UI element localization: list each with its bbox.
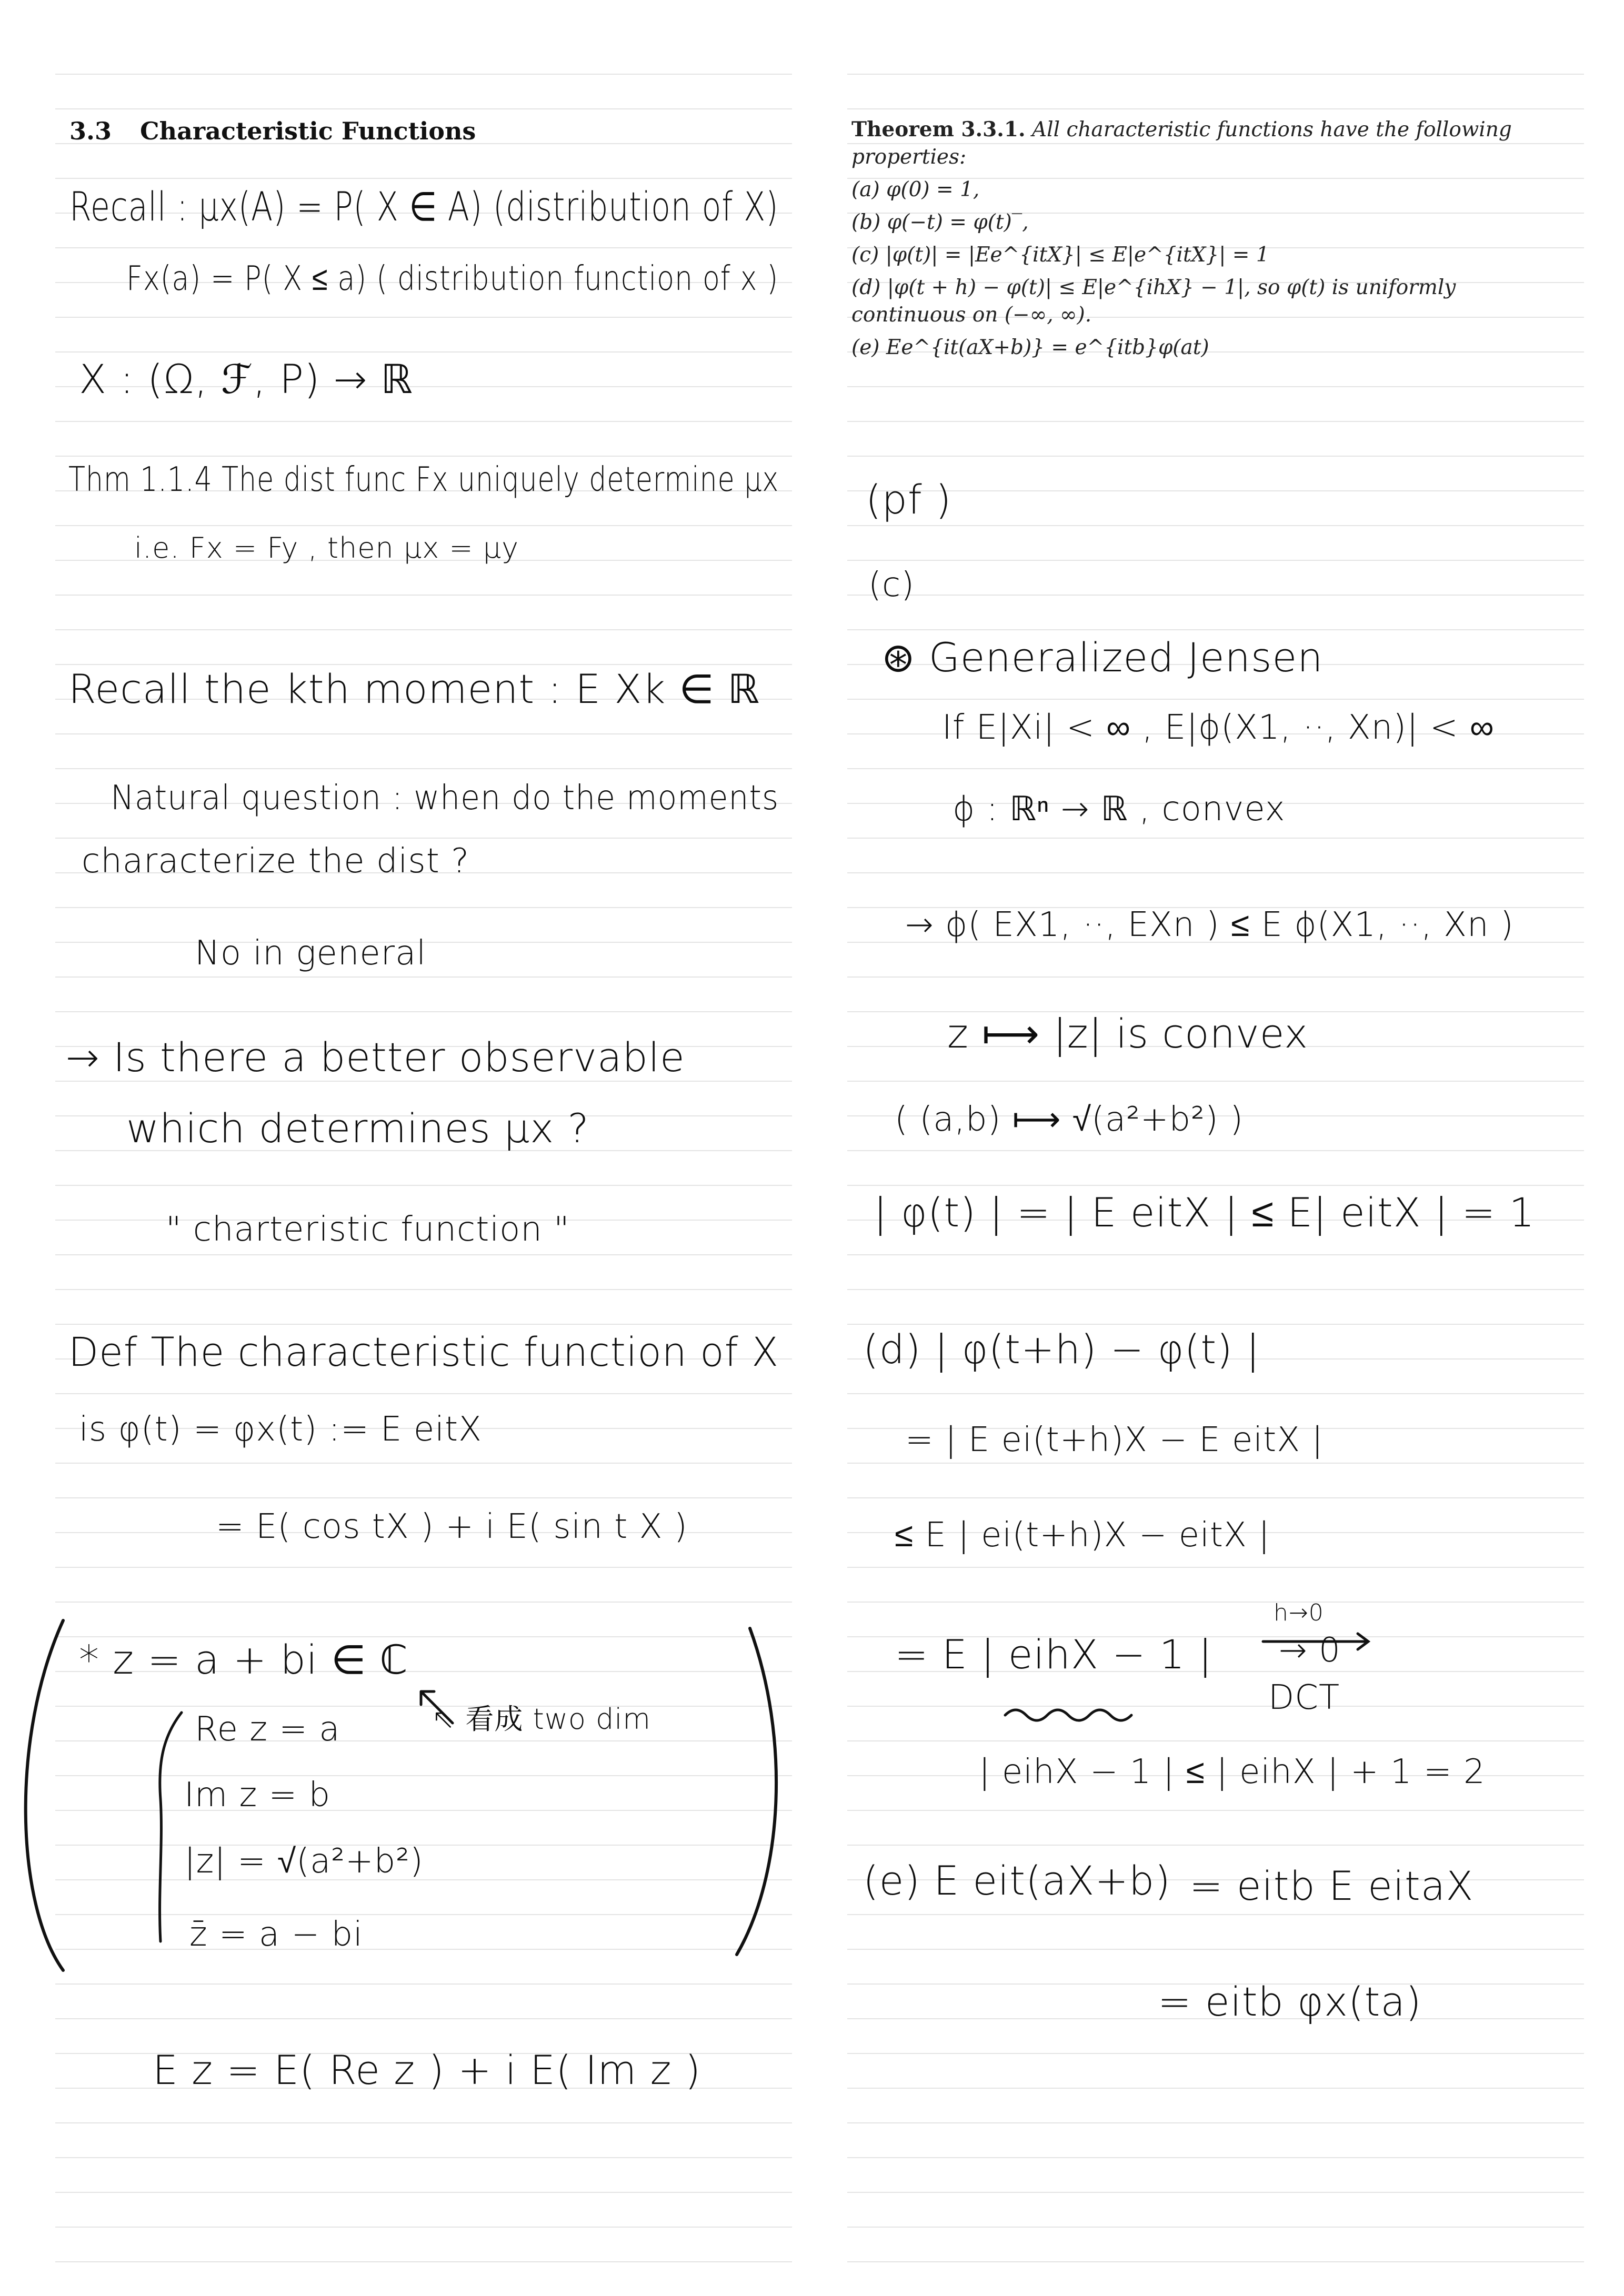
note-im-z: Im z = b — [184, 1776, 331, 1815]
note-e-step2: = eitb φx(ta) — [1158, 1978, 1422, 2025]
note-thm-1-1-4: Thm 1.1.4 The dist func Fx uniquely determine μx — [68, 460, 779, 499]
note-d-step2: ≤ E | ei(t+h)X − eitX | — [895, 1516, 1270, 1555]
section-title: Characteristic Functions — [140, 117, 476, 145]
note-convex-phi: ϕ : ℝⁿ → ℝ , convex — [953, 790, 1286, 829]
note-jensen-inequality: → ϕ( EX1, ··, EXn ) ≤ E ϕ(X1, ··, Xn ) — [905, 905, 1514, 944]
theorem-statement: All characteristic functions have the following properties: — [851, 118, 1512, 169]
theorem-label: Theorem 3.3.1. — [851, 117, 1026, 142]
note-modulus-convex: z ⟼ |z| is convex — [947, 1010, 1309, 1057]
note-cos-sin: = E( cos tX ) + i E( sin t X ) — [216, 1507, 688, 1546]
note-part-d: (d) | φ(t+h) − φ(t) | — [863, 1326, 1260, 1373]
note-kth-moment: Recall the kth moment : E Xk ∈ ℝ — [68, 666, 760, 712]
note-generalized-jensen: ⊛ Generalized Jensen — [881, 634, 1324, 681]
note-part-e: (e) E eit(aX+b) — [863, 1857, 1171, 1904]
section-number: 3.3 — [69, 117, 112, 145]
note-characterize: characterize the dist ? — [82, 842, 470, 881]
note-natural-question: Natural question : when do the moments — [111, 779, 779, 818]
note-h-limit: h→0 — [1274, 1599, 1324, 1626]
arrow-two-dim — [421, 1691, 453, 1723]
note-modulus-z: |z| = √(a²+b²) — [184, 1842, 424, 1881]
note-re-z: Re z = a — [195, 1710, 340, 1749]
note-better-observable: → Is there a better observable — [66, 1034, 685, 1081]
note-conjugate-z: z̄ = a − bi — [189, 1915, 363, 1954]
note-bound-one: | φ(t) | = | E eitX | ≤ E| eitX | = 1 — [874, 1189, 1535, 1236]
note-pf: (pf ) — [866, 476, 952, 523]
note-random-variable: X : (Ω, ℱ, P) → ℝ — [79, 356, 413, 402]
note-limit-zero: → 0 — [1279, 1631, 1341, 1670]
theorem-property-e: (e) Ee^{it(aX+b)} = e^{itb}φ(at) — [851, 336, 1209, 359]
right-big-paren — [737, 1628, 776, 1955]
wavy-underline — [1005, 1710, 1131, 1720]
note-expectation-complex: E z = E( Re z ) + i E( Im z ) — [153, 2047, 701, 2093]
theorem-property-c: (c) |φ(t)| = |Ee^{itX}| ≤ E|e^{itX}| = 1 — [851, 243, 1269, 267]
left-brace — [160, 1713, 182, 1941]
note-d-step3: = E | eihX − 1 | — [895, 1631, 1212, 1678]
note-definition: Def The characteristic function of X — [68, 1328, 779, 1375]
note-phi-definition: is φ(t) = φx(t) := E eitX — [79, 1410, 482, 1449]
note-recall-distribution: Recall : μx(A) = P( X ∈ A) (distribution of X) — [69, 183, 779, 230]
theorem-property-d: (d) |φ(t + h) − φ(t)| ≤ E|e^{ihX} − 1|, so φ(t) is uniformly continuous on (−∞, ∞). — [851, 276, 1456, 327]
note-jensen-condition: If E|Xi| < ∞ , E|ϕ(X1, ··, Xn)| < ∞ — [942, 708, 1495, 747]
note-e-step1: = eitb E eitaX — [1189, 1862, 1474, 1909]
note-dct: DCT — [1268, 1678, 1340, 1717]
note-thm-ie: i.e. Fx = Fy , then μx = μy — [134, 531, 519, 565]
note-which-determines: which determines μx ? — [126, 1105, 589, 1152]
note-distribution-function: Fx(a) = P( X ≤ a) ( distribution function of x ) — [126, 259, 779, 298]
note-complex-number: * z = a + bi ∈ ℂ — [79, 1636, 408, 1683]
note-d-step1: = | E ei(t+h)X − E eitX | — [905, 1421, 1324, 1459]
note-no-in-general: No in general — [195, 934, 427, 973]
note-norm-map: ( (a,b) ⟼ √(a²+b²) ) — [895, 1100, 1244, 1139]
theorem-property-a: (a) φ(0) = 1, — [851, 178, 980, 202]
arrow-h-to-0 — [1263, 1634, 1368, 1649]
left-big-paren — [26, 1620, 63, 1970]
note-two-dim: ↖ 看成 two dim — [432, 1703, 651, 1736]
theorem-property-b: (b) φ(−t) = φ(t)‾, — [851, 210, 1029, 234]
note-characteristic-function-quote: " charteristic function " — [166, 1210, 570, 1249]
note-part-c: (c) — [868, 566, 915, 605]
note-dct-bound: | eihX − 1 | ≤ | eihX | + 1 = 2 — [979, 1753, 1486, 1791]
